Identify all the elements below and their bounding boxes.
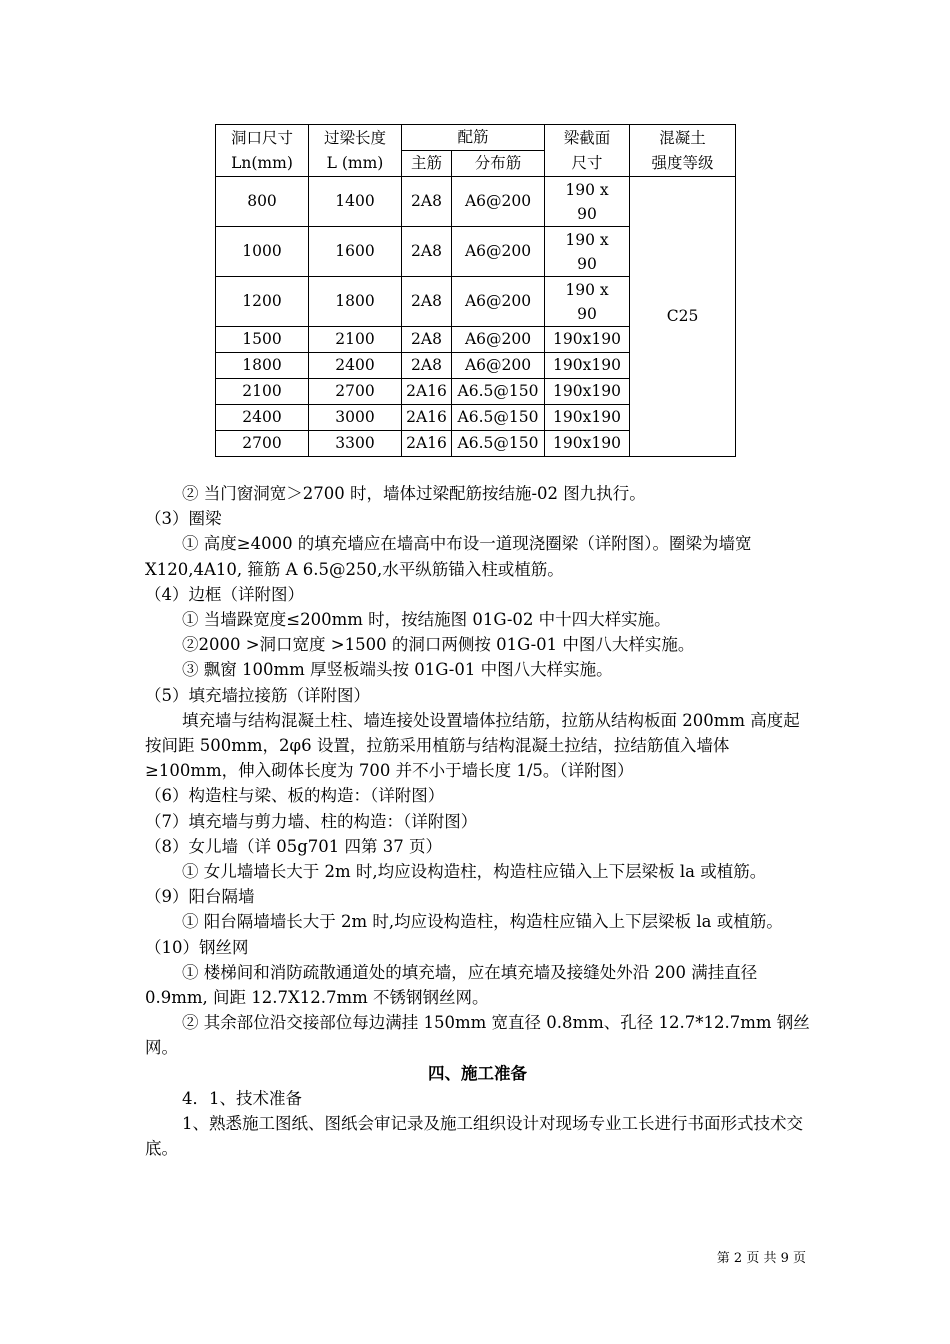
subheading: （5）填充墙拉接筋（详附图） — [145, 685, 370, 705]
header-main-rebar: 主筋 — [402, 151, 452, 177]
header-opening-size: 洞口尺寸 Ln(mm) — [216, 125, 309, 177]
body-text — [145, 481, 810, 1161]
paragraph: ① 楼梯间和消防疏散通道处的填充墙，应在填充墙及接缝处外沿 200 满挂直径 0.9mm, 间距 12.7X12.7mm 不锈钢钢丝网。 — [145, 962, 758, 1008]
header-lintel-length: 过梁长度 L (mm) — [309, 125, 402, 177]
paragraph: ②2000 >洞口宽度 >1500 的洞口两侧按 01G-01 中图八大样实施。 — [182, 635, 695, 655]
subheading: （7）填充墙与剪力墙、柱的构造：（详附图） — [145, 811, 478, 831]
paragraph: ① 当墙跺宽度≤200mm 时，按结施图 01G-02 中十四大样实施。 — [182, 610, 671, 630]
table-row: 800 1400 2A8 A6@200 190 x 90 C25 — [216, 177, 736, 227]
subheading: （8）女儿墙（详 05g701 四第 37 页） — [145, 836, 443, 856]
table-row: 2700 3300 2A16 A6.5@150 190x190 — [216, 431, 736, 457]
table-row: 1000 1600 2A8 A6@200 190 x 90 — [216, 227, 736, 277]
header-rebar: 配筋 — [402, 125, 545, 151]
paragraph: ① 高度≥4000 的填充墙应在墙高中布设一道现浇圈梁（详附图）。圈梁为墙宽 X120,4A10, 箍筋 A 6.5@250,水平纵筋锚入柱或植筋。 — [145, 534, 752, 579]
table-row: 1500 2100 2A8 A6@200 190x190 — [216, 327, 736, 353]
table-row: 1200 1800 2A8 A6@200 190 x 90 — [216, 277, 736, 327]
paragraph: ① 阳台隔墙墙长大于 2m 时,均应设构造柱，构造柱应锚入上下层梁板 la 或植筋。 — [182, 912, 783, 932]
table-row: 2400 3000 2A16 A6.5@150 190x190 — [216, 405, 736, 431]
table-row: 1800 2400 2A8 A6@200 190x190 — [216, 353, 736, 379]
subheading: 4．1、技术准备 — [182, 1088, 302, 1108]
subheading: （10）钢丝网 — [145, 937, 249, 957]
subheading: （9）阳台隔墙 — [145, 887, 255, 907]
paragraph: 填充墙与结构混凝土柱、墙连接处设置墙体拉结筋，拉筋从结构板面 200mm 高度起按间距 500mm，2φ6 设置，拉筋采用植筋与结构混凝土拉结，拉结筋值入墙体≥100mm，伸入砌体长度为 700 并不小于墙长度 1/5。（详附图） — [145, 710, 800, 781]
paragraph: ② 当门窗洞宽＞2700 时，墙体过梁配筋按结施-02 图九执行。 — [182, 484, 646, 503]
paragraph: 1、熟悉施工图纸、图纸会审记录及施工组织设计对现场专业工长进行书面形式技术交底。 — [145, 1114, 803, 1159]
concrete-grade-cell: C25 — [630, 177, 736, 457]
paragraph: ③ 飘窗 100mm 厚竖板端头按 01G-01 中图八大样实施。 — [182, 660, 613, 680]
page-number: 第 2 页 共 9 页 — [716, 1251, 806, 1266]
header-distribution-rebar: 分布筋 — [452, 151, 545, 177]
header-section-size: 梁截面 尺寸 — [545, 125, 630, 177]
paragraph: ① 女儿墙墙长大于 2m 时,均应设构造柱，构造柱应锚入上下层梁板 la 或植筋。 — [182, 862, 767, 882]
subheading: （6）构造柱与梁、板的构造：（详附图） — [145, 786, 445, 806]
section-title: 四、施工准备 — [428, 1063, 527, 1083]
paragraph: ② 其余部位沿交接部位每边满挂 150mm 宽直径 0.8mm、孔径 12.7*12.7mm 钢丝网。 — [145, 1013, 810, 1058]
table-row: 2100 2700 2A16 A6.5@150 190x190 — [216, 379, 736, 405]
header-concrete-grade: 混凝土 强度等级 — [630, 125, 736, 177]
subheading: （3）圈梁 — [145, 509, 222, 529]
lintel-reinforcement-table — [215, 124, 736, 457]
subheading: （4）边框（详附图） — [145, 584, 304, 604]
